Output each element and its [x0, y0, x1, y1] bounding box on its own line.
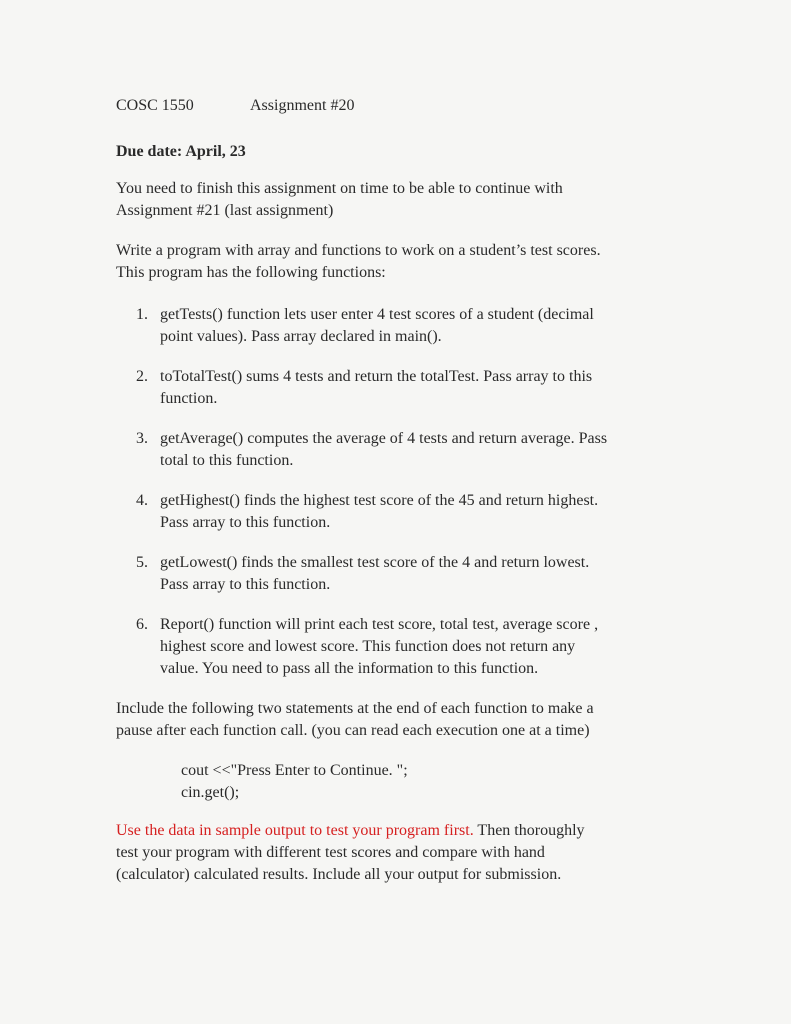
course-code: COSC 1550: [116, 97, 194, 114]
item-line: function.: [160, 390, 218, 407]
code-snippet: [181, 760, 408, 804]
highlighted-instruction: Use the data in sample output to test your program first.: [116, 822, 474, 839]
task-paragraph: [116, 240, 601, 284]
intro-line: Assignment #21 (last assignment): [116, 202, 334, 219]
course-line: [116, 95, 354, 117]
item-number: 1.: [136, 306, 148, 323]
include-line: Include the following two statements at the end of each function to make a: [116, 700, 594, 717]
item-line: Report() function will print each test score, total test, average score ,: [160, 616, 599, 633]
closing-paragraph: [116, 820, 585, 886]
item-line: point values). Pass array declared in main().: [160, 328, 442, 345]
item-line: getTests() function lets user enter 4 test scores of a student (decimal: [160, 306, 594, 323]
closing-line: test your program with different test scores and compare with hand: [116, 844, 545, 861]
item-number: 3.: [136, 430, 148, 447]
code-line: cout <<"Press Enter to Continue. ";: [181, 762, 408, 779]
item-line: total to this function.: [160, 452, 294, 469]
item-line: highest score and lowest score. This function does not return any: [160, 638, 576, 655]
item-line: toTotalTest() sums 4 tests and return the totalTest. Pass array to this: [160, 368, 593, 385]
task-line: Write a program with array and functions to work on a student’s test scores.: [116, 242, 601, 259]
include-paragraph: [116, 698, 594, 742]
item-number: 2.: [136, 368, 148, 385]
include-line: pause after each function call. (you can read each execution one at a time): [116, 722, 590, 739]
item-line: getAverage() computes the average of 4 tests and return average. Pass: [160, 430, 608, 447]
assignment-title: Assignment #20: [250, 97, 355, 114]
item-line: getLowest() finds the smallest test score of the 4 and return lowest.: [160, 554, 590, 571]
intro-paragraph: [116, 178, 563, 222]
intro-line: You need to finish this assignment on time to be able to continue with: [116, 180, 563, 197]
code-line: cin.get();: [181, 784, 240, 801]
item-number: 4.: [136, 492, 148, 509]
item-line: getHighest() finds the highest test score of the 45 and return highest.: [160, 492, 599, 509]
item-line: Pass array to this function.: [160, 576, 331, 593]
item-line: value. You need to pass all the information to this function.: [160, 660, 539, 677]
item-number: 6.: [136, 616, 148, 633]
closing-line: [116, 820, 585, 842]
due-date: Due date: April, 23: [116, 143, 246, 160]
task-line: This program has the following functions:: [116, 264, 386, 281]
closing-line: (calculator) calculated results. Include all your output for submission.: [116, 866, 562, 883]
item-line: Pass array to this function.: [160, 514, 331, 531]
closing-text: Then thoroughly: [473, 822, 585, 839]
item-number: 5.: [136, 554, 148, 571]
